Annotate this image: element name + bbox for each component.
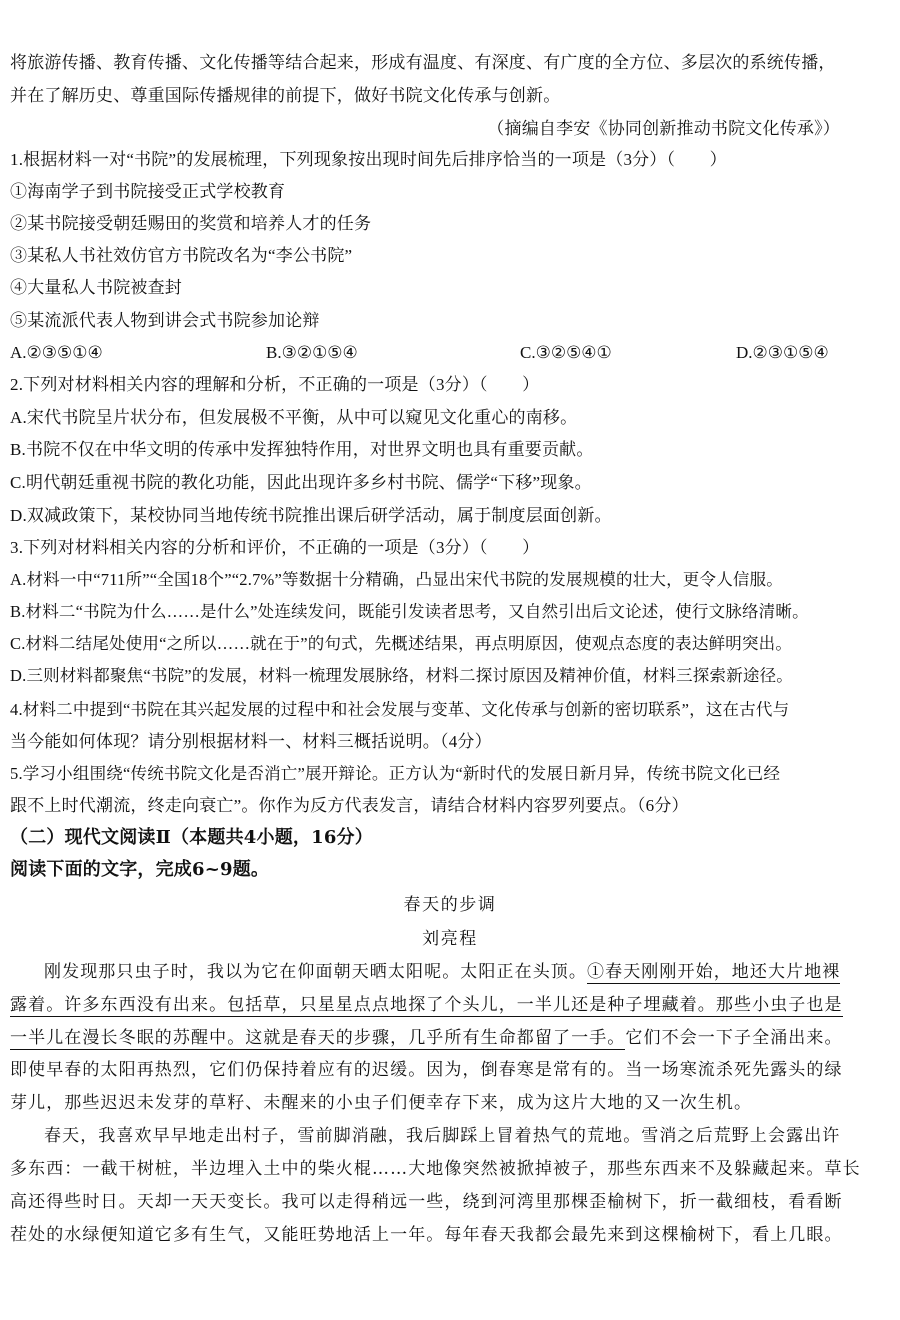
passage-line-2: 并在了解历史、尊重国际传播规律的前提下，做好书院文化传承与创新。 bbox=[10, 86, 561, 105]
q1-option-a: A.②③⑤①④ bbox=[10, 343, 103, 362]
q1-option-b: B.③②①⑤④ bbox=[266, 343, 358, 362]
q2-option-b: B.书院不仅在中华文明的传承中发挥独特作用，对世界文明也具有重要贡献。 bbox=[10, 440, 594, 459]
story-p1-line-3 bbox=[10, 1026, 843, 1050]
story-title: 春天的步调 bbox=[403, 895, 497, 915]
underlined-sentence-1-end: 一半儿在漫长冬眠的苏醒中。这就是春天的步骤，几乎所有生命都留了一手。 bbox=[10, 1028, 626, 1048]
q3-option-d: D.三则材料都聚焦“书院”的发展，材料一梳理发展脉络，材料二探讨原因及精神价值，材料三探索新途径。 bbox=[10, 666, 793, 685]
q2-option-c: C.明代朝廷重视书院的教化功能，因此出现许多乡村书院、儒学“下移”现象。 bbox=[10, 473, 592, 492]
story-p2-line-1: 春天，我喜欢早早地走出村子，雪前脚消融，我后脚踩上冒着热气的荒地。雪消之后荒野上会露出许 bbox=[44, 1126, 841, 1146]
underlined-sentence-1: ①春天刚刚开始，地还大片地裸 bbox=[587, 962, 841, 982]
q3-option-b: B.材料二“书院为什么……是什么”处连续发问，既能引发读者思考，又自然引出后文论述，使行文脉络清晰。 bbox=[10, 602, 809, 621]
q1-item-4: ④大量私人书院被查封 bbox=[10, 278, 182, 297]
story-p2-line-2: 多东西：一截干树桩，半边埋入土中的柴火棍……大地像突然被掀掉被子，那些东西来不及躲藏起来。草长 bbox=[10, 1159, 861, 1179]
q3-stem: 3.下列对材料相关内容的分析和评价，不正确的一项是（3分）（ ） bbox=[10, 538, 540, 557]
story-p1-line-1-plain: 刚发现那只虫子时，我以为它在仰面朝天晒太阳呢。太阳正在头顶。 bbox=[44, 962, 587, 982]
section-heading: （二）现代文阅读Ⅱ（本题共4小题，16分） bbox=[10, 827, 373, 848]
q5-line-1: 5.学习小组围绕“传统书院文化是否消亡”展开辩论。正方认为“新时代的发展日新月异，传统书院文化已经 bbox=[10, 764, 781, 783]
story-p1-line-5: 芽儿，那些迟迟未发芽的草籽、未醒来的小虫子们便幸存下来，成为这片大地的又一次生机。 bbox=[10, 1093, 753, 1113]
q1-item-1: ①海南学子到书院接受正式学校教育 bbox=[10, 182, 286, 201]
section-instruction: 阅读下面的文字，完成6~9题。 bbox=[10, 859, 270, 880]
q3-option-c: C.材料二结尾处使用“之所以……就在于”的句式，先概述结果，再点明原因，使观点态度的表达鲜明突出。 bbox=[10, 634, 793, 653]
story-p2-line-4: 茬处的水绿便知道它多有生气，又能旺势地活上一年。每年春天我都会最先来到这棵榆树下，看上几眼。 bbox=[10, 1225, 843, 1245]
q1-option-c: C.③②⑤④① bbox=[520, 343, 612, 362]
story-p1-line-4: 即使早春的太阳再热烈，它们仍保持着应有的迟缓。因为，倒春寒是常有的。当一场寒流杀死先露头的绿 bbox=[10, 1060, 843, 1080]
q5-line-2: 跟不上时代潮流，终走向衰亡”。你作为反方代表发言，请结合材料内容罗列要点。（6分） bbox=[10, 796, 689, 815]
q4-line-2: 当今能如何体现？请分别根据材料一、材料三概括说明。（4分） bbox=[10, 732, 492, 751]
q4-line-1: 4.材料二中提到“书院在其兴起发展的过程中和社会发展与变革、文化传承与创新的密切联系”，这在古代与 bbox=[10, 700, 790, 719]
q1-option-d: D.②③①⑤④ bbox=[736, 343, 829, 362]
q2-stem: 2.下列对材料相关内容的理解和分析，不正确的一项是（3分）（ ） bbox=[10, 375, 540, 394]
q1-item-5: ⑤某流派代表人物到讲会式书院参加论辩 bbox=[10, 311, 320, 330]
passage-source: （摘编自李安《协同创新推动书院文化传承》） bbox=[487, 119, 840, 138]
q1-item-3: ③某私人书社效仿官方书院改名为“李公书院” bbox=[10, 246, 353, 265]
passage-line-1: 将旅游传播、教育传播、文化传播等结合起来，形成有温度、有深度、有广度的全方位、多层次的系统传播， bbox=[10, 53, 836, 72]
q1-item-2: ②某书院接受朝廷赐田的奖赏和培养人才的任务 bbox=[10, 214, 372, 233]
story-p1-line-2 bbox=[10, 993, 843, 1017]
q1-stem: 1.根据材料一对“书院”的发展梳理，下列现象按出现时间先后排序恰当的一项是（3分）（ ） bbox=[10, 150, 727, 169]
underlined-sentence-1-cont: 露着。许多东西没有出来。包括草，只星星点点地探了个头儿，一半儿还是种子埋藏着。那些小虫子也是 bbox=[10, 995, 843, 1015]
q3-option-a: A.材料一中“711所”“全国18个”“2.7%”等数据十分精确，凸显出宋代书院的发展规模的壮大，更令人信服。 bbox=[10, 570, 783, 589]
q2-option-d: D.双减政策下，某校协同当地传统书院推出课后研学活动，属于制度层面创新。 bbox=[10, 506, 612, 525]
story-p1-line-1 bbox=[10, 960, 840, 984]
story-author: 刘亮程 bbox=[422, 929, 478, 949]
story-p2-line-3: 高还得些时日。天却一天天变长。我可以走得稍远一些，绕到河湾里那棵歪榆树下，折一截细枝，看看断 bbox=[10, 1192, 843, 1212]
q2-option-a: A.宋代书院呈片状分布，但发展极不平衡，从中可以窥见文化重心的南移。 bbox=[10, 408, 578, 427]
story-p1-line-3-plain: 它们不会一下子全涌出来。 bbox=[625, 1028, 843, 1048]
